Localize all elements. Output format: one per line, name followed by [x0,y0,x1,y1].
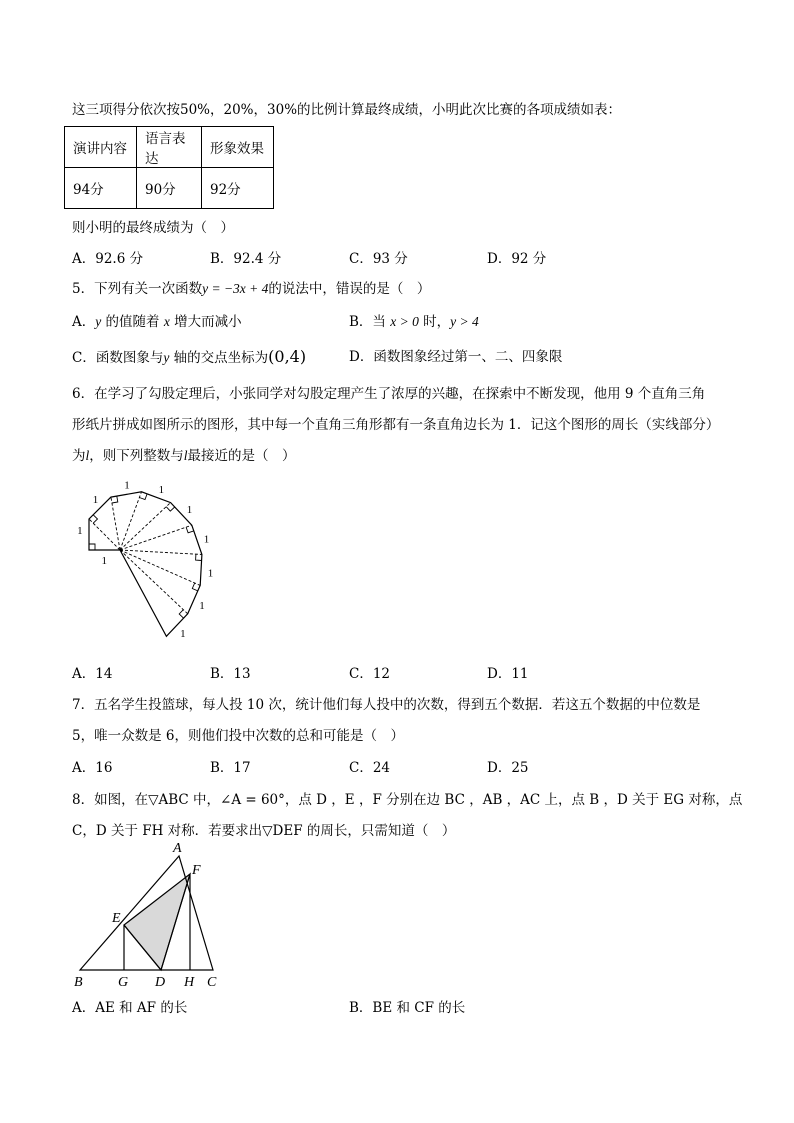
q5-c-var: y [163,350,170,365]
q6-l3-prefix: 为 [72,448,86,464]
table-header-cell: 演讲内容 [65,127,137,168]
table-header-cell: 形象效果 [202,127,274,168]
edge-label: 1 [203,533,210,546]
label-b: B [74,975,83,990]
q7-option-a: A．16 [72,760,113,776]
q8-line-1: 8．如图，在▽ABC 中，∠A = 60°，点 D ，E ，F 分别在边 BC ，AB ，AC 上，点 B ，D 关于 EG 对称，点 [72,792,743,808]
q5-option-d: D．函数图象经过第一、二、四象限 [349,349,563,365]
edge-label: 1 [124,479,130,492]
q4-option-d: D．92 分 [487,251,547,267]
table-cell: 94分 [65,168,137,209]
label-f: F [192,863,201,878]
triangle-def-shaded [124,874,190,970]
edge-label: 1 [77,525,83,537]
edge-label: 1 [180,628,186,640]
label-h: H [184,975,195,990]
q5-a-var2: x [163,314,170,329]
q5-formula: y = −3x + 4 [202,281,269,296]
q5-a-var: y [95,314,102,329]
table-cell: 90分 [137,168,202,209]
q5-c-point: (0,4) [268,347,307,366]
table-header-cell: 语言表达 [137,127,202,168]
q7-line-1: 7．五名学生投篮球，每人投 10 次，统计他们每人投中的次数，得到五个数据．若这五个数据的中位数是 [72,697,701,713]
q6-line-2: 形纸片拼成如图所示的图形，其中每一个直角三角形都有一条直角边长为 1．记这个图形的周长（实线部分） [72,417,720,433]
edge-label: 1 [92,494,99,506]
edge-label: 1 [158,483,165,496]
q6-option-b: B．13 [210,666,251,682]
q5-stem-prefix: 5．下列有关一次函数 [72,281,203,297]
label-c: C [207,975,217,990]
q7-option-b: B．17 [210,760,251,776]
edge-label: 1 [199,600,205,613]
q6-option-c: C．12 [349,666,391,682]
q5-a-prefix: A． [72,314,96,330]
q4-stem: 则小明的最终成绩为（ ） [72,220,234,236]
q6-line-1: 6．在学习了勾股定理后，小张同学对勾股定理产生了浓厚的兴趣，在探索中不断发现，他用 9 个直角三角 [72,386,706,402]
q6-l3-mid: ，则下列整数与 [89,448,184,464]
edge-label: 1 [101,555,107,567]
q4-option-a: A．92.6 分 [72,251,144,267]
q6-l3-suffix: 最接近的是（ ） [187,448,296,464]
q7-option-d: D．25 [487,760,529,776]
q5-b-cond: x > 0 [390,314,419,329]
table-cell: 92分 [202,168,274,209]
edge-label: 1 [207,567,214,580]
intro-line: 这三项得分依次按50%，20%，30%的比例计算最终成绩，小明此次比赛的各项成绩如表： [72,102,622,118]
q7-option-c: C．24 [349,760,391,776]
q7-line-2: 5，唯一众数是 6，则他们投中次数的总和可能是（ ） [72,728,404,744]
q5-c-prefix: C．函数图象与 [72,350,164,366]
label-d: D [155,975,166,990]
q5-a-text2: 增大而减小 [169,314,242,330]
q4-option-b: B．92.4 分 [210,251,282,267]
edge-label: 1 [186,503,193,516]
q8-option-a: A．AE 和 AF 的长 [72,1000,188,1016]
q5-c-text: 轴的交点坐标为 [169,350,269,366]
q4-option-c: C．93 分 [349,251,408,267]
label-g: G [118,975,129,990]
q5-b-res: y > 4 [450,314,479,329]
q5-b-prefix: B．当 [349,314,391,330]
q5-b-mid: 时， [418,314,451,330]
q6-option-a: A．14 [72,666,113,682]
label-e: E [112,911,121,926]
label-a: A [173,841,182,856]
q5-stem-suffix: 的说法中，错误的是（ ） [268,281,431,297]
q6-l3-var: l [85,448,90,463]
q6-l3-var2: l [183,448,188,463]
q5-a-text1: 的值随着 [101,314,164,330]
q8-line-2: C，D 关于 FH 对称．若要求出▽DEF 的周长，只需知道（ ） [72,823,456,839]
q8-option-b: B．BE 和 CF 的长 [349,1000,466,1016]
q6-option-d: D．11 [487,666,529,682]
